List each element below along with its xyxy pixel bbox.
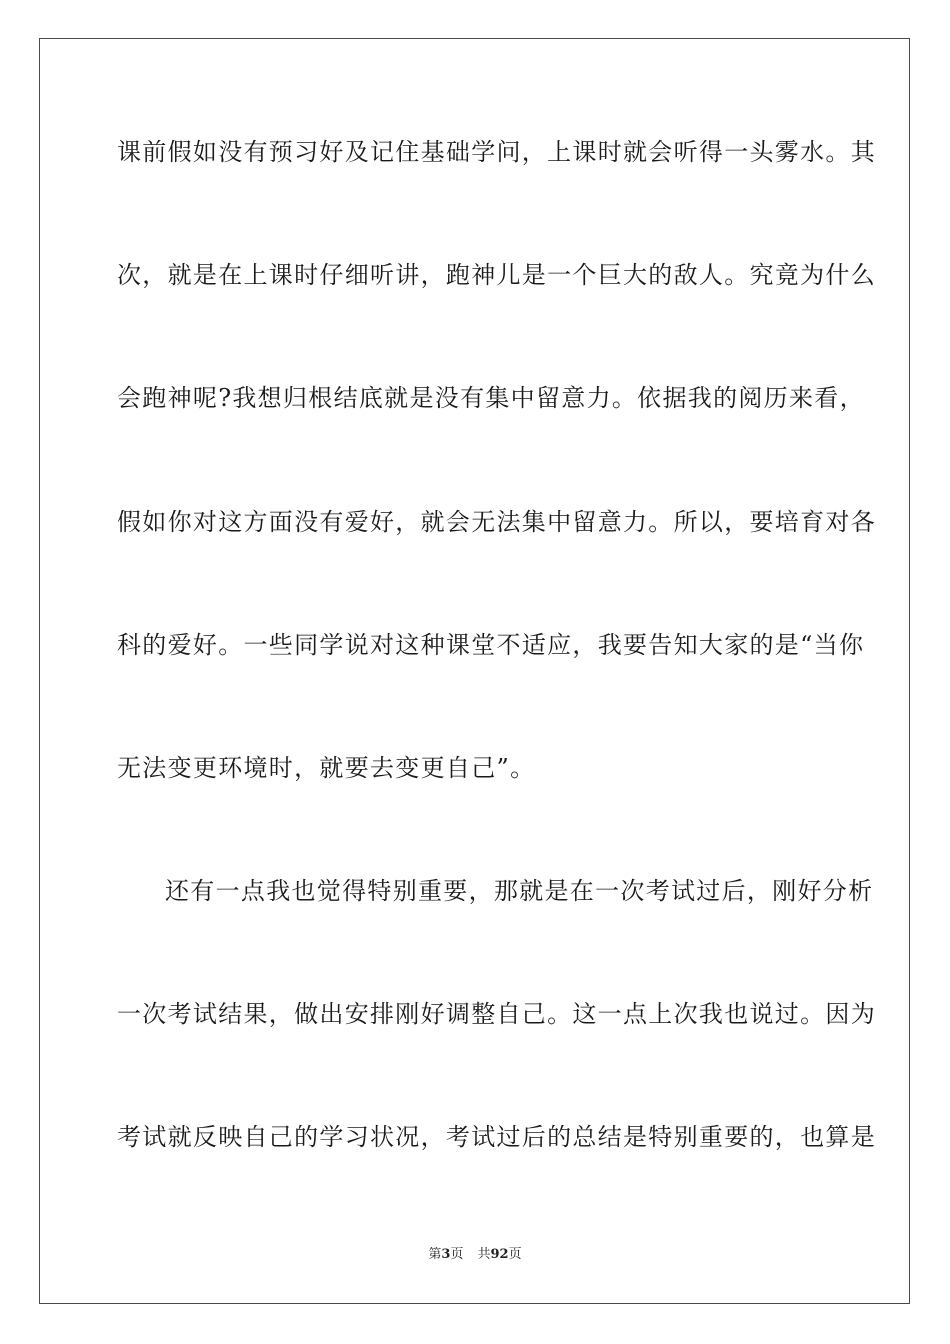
paragraph-line-8: 一次考试结果，做出安排刚好调整自己。这一点上次我也说过。因为 <box>117 1000 876 1028</box>
paragraph-line-6: 无法变更环境时，就要去变更自己”。 <box>117 754 536 782</box>
total-prefix: 共 <box>477 1247 491 1262</box>
paragraph-line-5: 科的爱好。一些同学说对这种课堂不适应，我要告知大家的是“当你 <box>117 631 865 659</box>
page-suffix: 页 <box>450 1247 464 1262</box>
paragraph-line-3: 会跑神呢?我想归根结底就是没有集中留意力。依据我的阅历来看， <box>117 384 865 412</box>
total-pages: 92 <box>490 1247 509 1262</box>
page-number: 3 <box>441 1247 451 1262</box>
paragraph-line-7: 还有一点我也觉得特别重要，那就是在一次考试过后，刚好分析 <box>165 877 874 905</box>
paragraph-line-4: 假如你对这方面没有爱好，就会无法集中留意力。所以，要培育对各 <box>117 508 876 536</box>
paragraph-line-2: 次，就是在上课时仔细听讲，跑神儿是一个巨大的敌人。究竟为什么 <box>117 261 876 289</box>
paragraph-line-9: 考试就反映自己的学习状况，考试过后的总结是特别重要的，也算是 <box>117 1123 876 1151</box>
page-border <box>39 38 910 1304</box>
page-prefix: 第 <box>428 1247 442 1262</box>
total-suffix: 页 <box>508 1247 522 1262</box>
paragraph-line-1: 课前假如没有预习好及记住基础学问，上课时就会听得一头雾水。其 <box>117 138 876 166</box>
page-footer <box>0 1246 950 1264</box>
